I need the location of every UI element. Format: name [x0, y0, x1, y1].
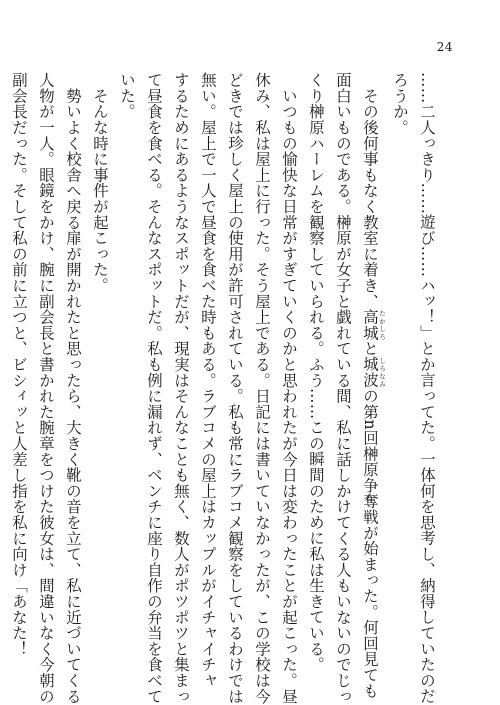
page-number: 24: [436, 40, 453, 54]
text-line-13: そんな時に事件が起こった。: [91, 72, 109, 294]
text-line-12: いた。: [118, 72, 136, 120]
text-line-6: いつもの愉快な日常がすぎていくのかと思われたが今日は変わったことが起こった。昼: [280, 72, 298, 704]
text-line-16: 副会長だった。そして私の前に立つと、ビシィッと人差し指を私に向け「あなた！: [10, 72, 28, 657]
ruby-shironami: 城波 しろなみ: [361, 356, 386, 389]
text-line-17: [0, 72, 5, 654]
text-line-3-start: その後何事もなく教室に着き、: [361, 72, 379, 309]
novel-text-body: [0, 72, 440, 704]
text-line-9: 無い。屋上で一人で昼食を食べた時もある。ラブコメの屋上はカップルがイチャイチャ: [199, 72, 217, 689]
ruby-takashiro: 高城 たかしろ: [361, 309, 386, 341]
text-line-8: どきでは珍しく屋上の使用が許可されている。私も常にラブコメ観察をしているわけでは: [226, 72, 244, 704]
text-line-15: 人物が一人。眼鏡をかけ、腕に副会長と書かれた腕章をつけた彼女は、間違いなく今朝の: [37, 72, 55, 704]
text-line-11: て昼食を食べる。そんなスポットだ。私も例に漏れず、ベンチに座り自作の弁当を食べて: [145, 72, 163, 704]
text-line-7: 休み、私は屋上に行った。そう屋上である。日記には書いていなかったが、この学校は今: [253, 72, 271, 704]
text-line-1: ……二人っきり……遊び……ハッ！」とか言ってた。一体何を思考し、納得していたのだ: [418, 72, 436, 704]
text-line-3: その後何事もなく教室に着き、高城 たかしろと城波 しろなみの第n回榊原争奪戦が始まった。何回見ても: [361, 72, 386, 699]
text-line-14: 勢いよく校舎へ戻る扉が開かれたと思ったら、大きく靴の音を立て、私に近づいてくる: [64, 72, 82, 704]
text-line-4: 面白いものである。榊原が女子と戯れている間、私に話しかけてくる人もいないのでじっ: [334, 72, 352, 704]
text-line-2: ろうか。: [391, 72, 409, 136]
text-line-5: くり榊原ハーレムを観察していられる。ふう……この瞬間のために私は生きている。: [307, 72, 325, 673]
text-line-10: するためにあるようなスポットだが、現実はそんなことも無く、数人がポツポツと集まっ: [172, 72, 190, 704]
